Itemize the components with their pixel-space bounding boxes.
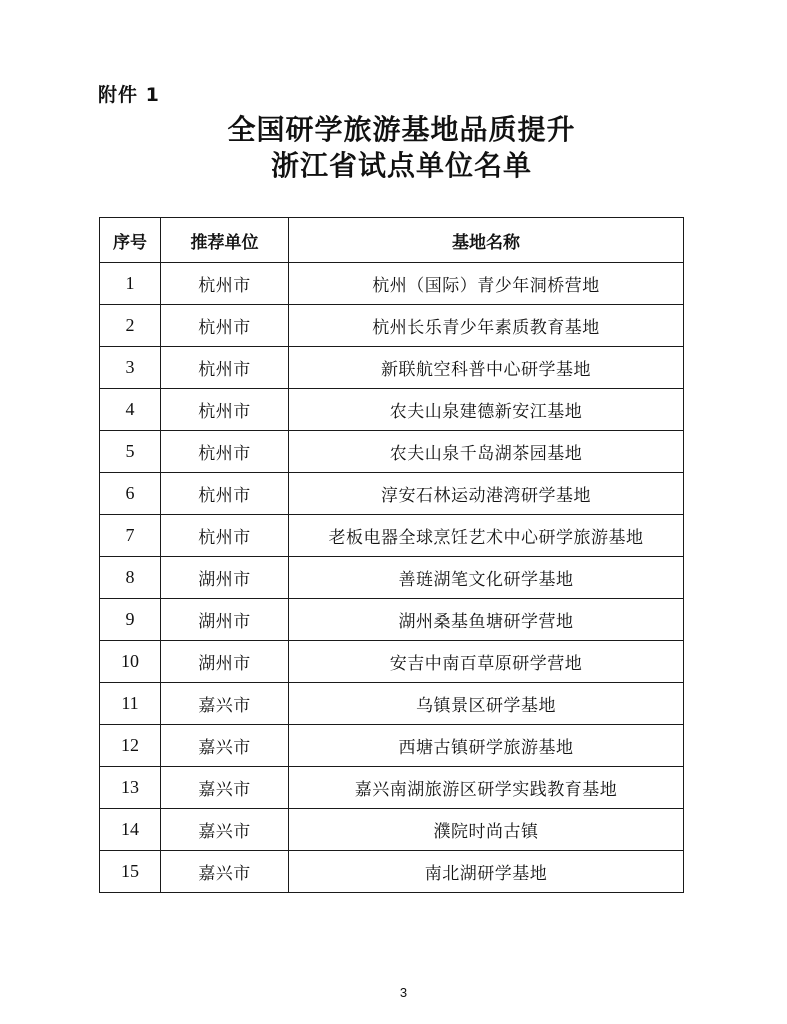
- cell-serial-number: 10: [100, 641, 161, 683]
- cell-recommending-unit: 杭州市: [161, 347, 289, 389]
- cell-recommending-unit: 杭州市: [161, 305, 289, 347]
- cell-serial-number: 7: [100, 515, 161, 557]
- cell-serial-number: 1: [100, 263, 161, 305]
- cell-serial-number: 5: [100, 431, 161, 473]
- page-title-line-1: 全国研学旅游基地品质提升: [227, 113, 576, 146]
- table-row: [100, 347, 684, 389]
- pilot-units-table: [99, 217, 684, 893]
- table-row: [100, 557, 684, 599]
- table-row: [100, 641, 684, 683]
- cell-base-name: 农夫山泉建德新安江基地: [289, 389, 684, 431]
- cell-serial-number: 9: [100, 599, 161, 641]
- cell-recommending-unit: 杭州市: [161, 389, 289, 431]
- table-row: [100, 767, 684, 809]
- cell-recommending-unit: 杭州市: [161, 431, 289, 473]
- page-title-line-2: 浙江省试点单位名单: [270, 149, 532, 182]
- cell-recommending-unit: 嘉兴市: [161, 767, 289, 809]
- cell-serial-number: 6: [100, 473, 161, 515]
- cell-base-name: 农夫山泉千岛湖茶园基地: [289, 431, 684, 473]
- table-row: [100, 431, 684, 473]
- cell-serial-number: 2: [100, 305, 161, 347]
- table-row: [100, 389, 684, 431]
- cell-recommending-unit: 嘉兴市: [161, 725, 289, 767]
- cell-serial-number: 8: [100, 557, 161, 599]
- table-row: [100, 683, 684, 725]
- table-row: [100, 515, 684, 557]
- table-row: [100, 851, 684, 893]
- cell-serial-number: 4: [100, 389, 161, 431]
- cell-recommending-unit: 杭州市: [161, 473, 289, 515]
- table-row: [100, 473, 684, 515]
- cell-recommending-unit: 湖州市: [161, 599, 289, 641]
- cell-serial-number: 3: [100, 347, 161, 389]
- table-row: [100, 305, 684, 347]
- cell-serial-number: 11: [100, 683, 161, 725]
- cell-base-name: 杭州（国际）青少年洞桥营地: [289, 263, 684, 305]
- cell-base-name: 濮院时尚古镇: [289, 809, 684, 851]
- table-body: [100, 263, 684, 893]
- attachment-label: 附件 1: [98, 84, 160, 106]
- cell-serial-number: 15: [100, 851, 161, 893]
- cell-base-name: 南北湖研学基地: [289, 851, 684, 893]
- cell-serial-number: 14: [100, 809, 161, 851]
- cell-base-name: 乌镇景区研学基地: [289, 683, 684, 725]
- table-row: [100, 809, 684, 851]
- cell-serial-number: 13: [100, 767, 161, 809]
- cell-base-name: 淳安石林运动港湾研学基地: [289, 473, 684, 515]
- table-row: [100, 599, 684, 641]
- cell-base-name: 嘉兴南湖旅游区研学实践教育基地: [289, 767, 684, 809]
- table-row: [100, 725, 684, 767]
- table-row: [100, 263, 684, 305]
- cell-recommending-unit: 嘉兴市: [161, 809, 289, 851]
- cell-base-name: 新联航空科普中心研学基地: [289, 347, 684, 389]
- page-number: 3: [399, 985, 408, 1000]
- cell-serial-number: 12: [100, 725, 161, 767]
- cell-recommending-unit: 杭州市: [161, 263, 289, 305]
- header-recommending-unit: 推荐单位: [161, 218, 289, 263]
- cell-base-name: 湖州桑基鱼塘研学营地: [289, 599, 684, 641]
- cell-base-name: 老板电器全球烹饪艺术中心研学旅游基地: [289, 515, 684, 557]
- table-header-row: [100, 218, 684, 263]
- cell-base-name: 杭州长乐青少年素质教育基地: [289, 305, 684, 347]
- table-header: [100, 218, 684, 263]
- cell-recommending-unit: 嘉兴市: [161, 851, 289, 893]
- cell-recommending-unit: 湖州市: [161, 557, 289, 599]
- cell-base-name: 西塘古镇研学旅游基地: [289, 725, 684, 767]
- cell-recommending-unit: 杭州市: [161, 515, 289, 557]
- cell-base-name: 善琏湖笔文化研学基地: [289, 557, 684, 599]
- cell-base-name: 安吉中南百草原研学营地: [289, 641, 684, 683]
- cell-recommending-unit: 嘉兴市: [161, 683, 289, 725]
- cell-recommending-unit: 湖州市: [161, 641, 289, 683]
- header-serial-number: 序号: [100, 218, 161, 263]
- header-base-name: 基地名称: [289, 218, 684, 263]
